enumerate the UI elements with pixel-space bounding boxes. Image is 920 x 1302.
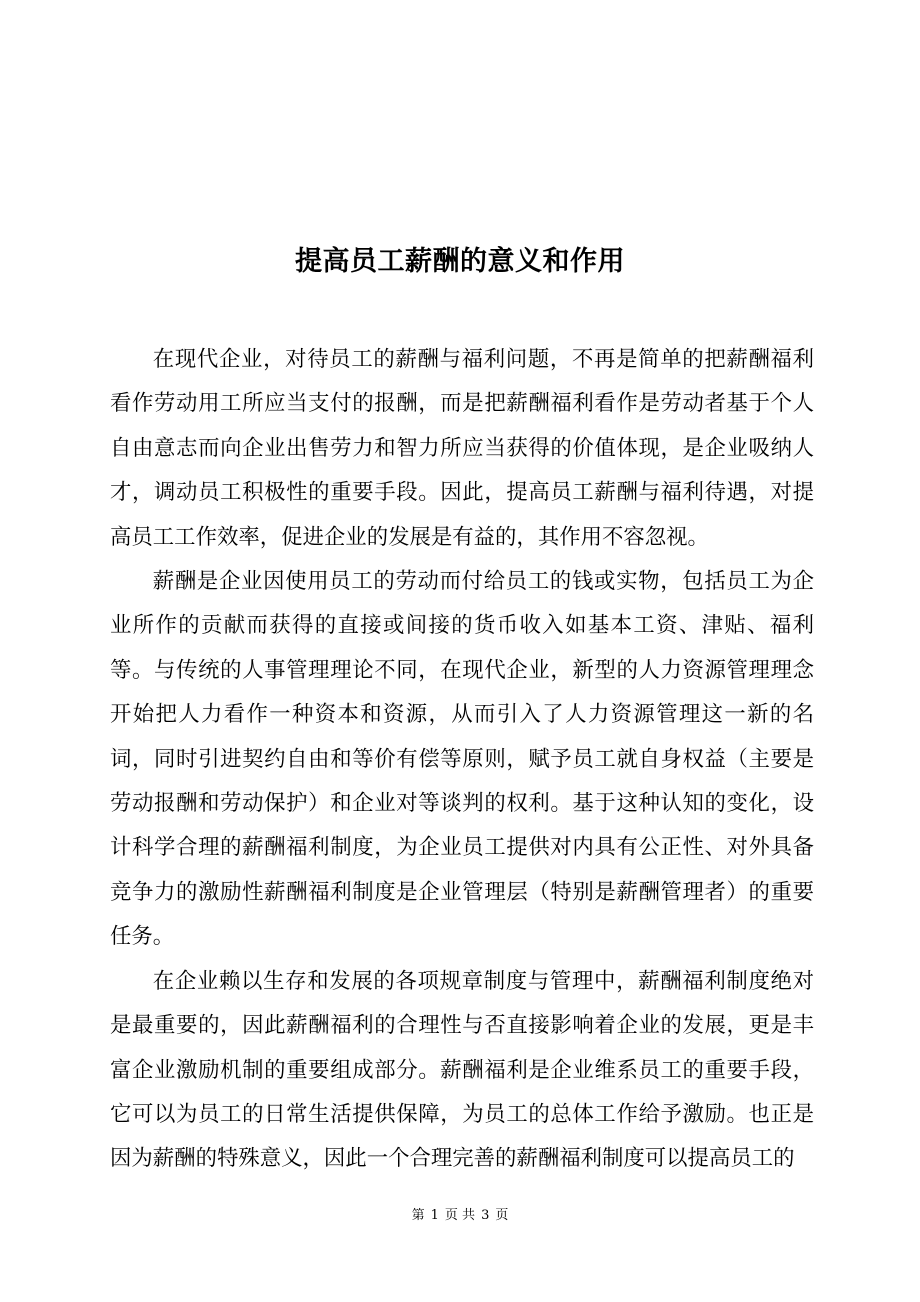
paragraph-1: 在现代企业，对待员工的薪酬与福利问题，不再是简单的把薪酬福利看作劳动用工所应当支付的报酬，而是把薪酬福利看作是劳动者基于个人自由意志而向企业出售劳力和智力所应当获得的价值体现，是企业吸纳人才，调动员工积极性的重要手段。因此，提高员工薪酬与福利待遇，对提高员工工作效率，促进企业的发展是有益的，其作用不容忽视。 [110,347,814,550]
paragraph-2: 薪酬是企业因使用员工的劳动而付给员工的钱或实物，包括员工为企业所作的贡献而获得的直接或间接的货币收入如基本工资、津贴、福利等。与传统的人事管理理论不同，在现代企业，新型的人力资源管理理念开始把人力看作一种资本和资源，从而引入了人力资源管理这一新的名词，同时引进契约自由和等价有偿等原则，赋予员工就自身权益（主要是劳动报酬和劳动保护）和企业对等谈判的权利。基于这种认知的变化，设计科学合理的薪酬福利制度，为企业员工提供对内具有公正性、对外具备竞争力的激励性薪酬福利制度是企业管理层（特别是薪酬管理者）的重要任务。 [110,569,814,950]
page-footer [0,1206,920,1226]
footer-mid: 页 共 [444,1208,476,1223]
footer-suffix: 页 [495,1208,509,1223]
document-body [110,338,814,1182]
document-title: 提高员工薪酬的意义和作用 [295,246,625,277]
footer-current-page: 1 [430,1208,439,1223]
paragraph-3: 在企业赖以生存和发展的各项规章制度与管理中，薪酬福利制度绝对是最重要的，因此薪酬福利的合理性与否直接影响着企业的发展，更是丰富企业激励机制的重要组成部分。薪酬福利是企业维系员工的重要手段，它可以为员工的日常生活提供保障，为员工的总体工作给予激励。也正是因为薪酬的特殊意义，因此一个合理完善的薪酬福利制度可以提高员工的 [110,968,814,1172]
footer-prefix: 第 [411,1208,425,1223]
footer-total-pages: 3 [481,1208,490,1223]
